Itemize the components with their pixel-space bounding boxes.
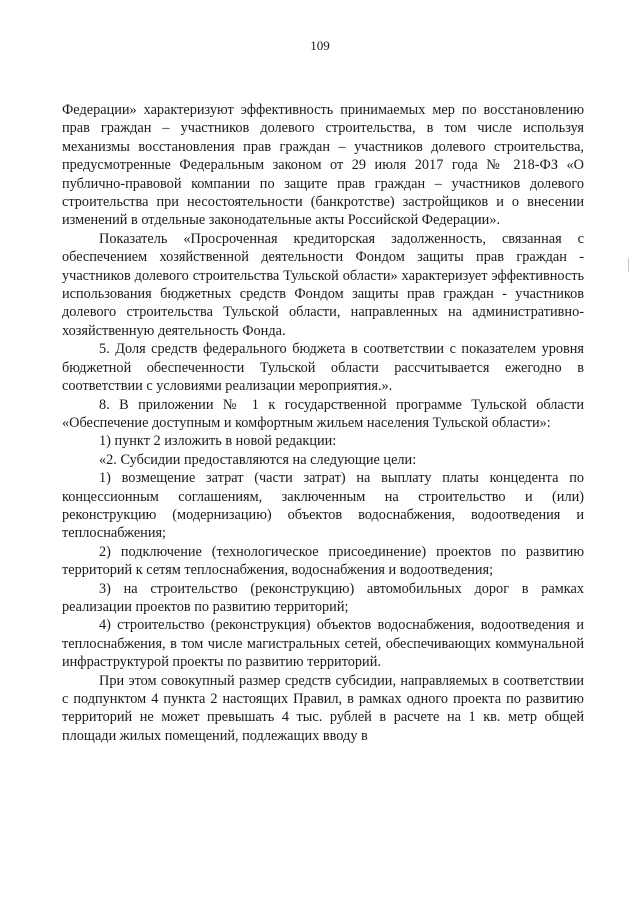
paragraph-total: При этом совокупный размер средств субсидии, направляемых в соответствии с подпунктом 4 пункта 2 настоящих Правил, в рамках одного проекта по развитию территорий не может превышать 4 тыс. рублей в расчете на 1 кв. метр общей площади жилых помещений, подлежащих вводу в [62, 672, 584, 744]
body-text [62, 101, 584, 745]
scan-margin-mark [628, 258, 629, 272]
paragraph-goal-2: 2) подключение (технологическое присоединение) проектов по развитию территорий к сетям теплоснабжения, водоснабжения и водоотведения; [62, 543, 584, 579]
paragraph-goal-3: 3) на строительство (реконструкцию) автомобильных дорог в рамках реализации проектов по развитию территорий; [62, 580, 584, 615]
paragraph-indicator: Показатель «Просроченная кредиторская задолженность, связанная с обеспечением хозяйственной деятельности Фондом защиты прав граждан - участников долевого строительства Тульской области» характеризует эффективность использования бюджетных средств Фондом защиты прав граждан - участников долевого строительства Тульской области, направленных на административно-хозяйственную деятельность Фонда. [62, 230, 584, 339]
paragraph-goal-1: 1) возмещение затрат (части затрат) на выплату платы концедента по концессионным соглашениям, заключенным на строительство и (или) реконструкцию (модернизацию) объектов водоснабжения, водоотведения и теплоснабжения; [62, 470, 584, 542]
paragraph-continuation: Федерации» характеризуют эффективность принимаемых мер по восстановлению прав граждан – участников долевого строительства, в том числе используя механизмы восстановления прав граждан – участников долевого строительства, предусмотренные Федеральным законом от 29 июля 2017 года № 218-ФЗ «О публично-правовой компании по защите прав граждан – участников долевого строительства при несостоятельности (банкротстве) застройщиков и о внесении изменений в отдельные законодательные акты Российской Федерации». [62, 102, 584, 229]
page-number: 109 [310, 38, 330, 53]
paragraph-item-5: 5. Доля средств федерального бюджета в соответствии с показателем уровня бюджетной обеспеченности Тульской области рассчитывается ежегодно в соответствии с условиями реализации мероприятия.». [62, 341, 584, 395]
paragraph-quote-2: «2. Субсидии предоставляются на следующие цели: [99, 451, 417, 468]
paragraph-subitem-1: 1) пункт 2 изложить в новой редакции: [99, 433, 337, 450]
paragraph-goal-4: 4) строительство (реконструкция) объектов водоснабжения, водоотведения и теплоснабжения, в том числе магистральных сетей, обеспечивающих коммунальной инфраструктурой проекты по развитию территорий. [62, 617, 584, 671]
paragraph-item-8: 8. В приложении № 1 к государственной программе Тульской области «Обеспечение доступным и комфортным жильем населения Тульской области»: [62, 396, 584, 431]
